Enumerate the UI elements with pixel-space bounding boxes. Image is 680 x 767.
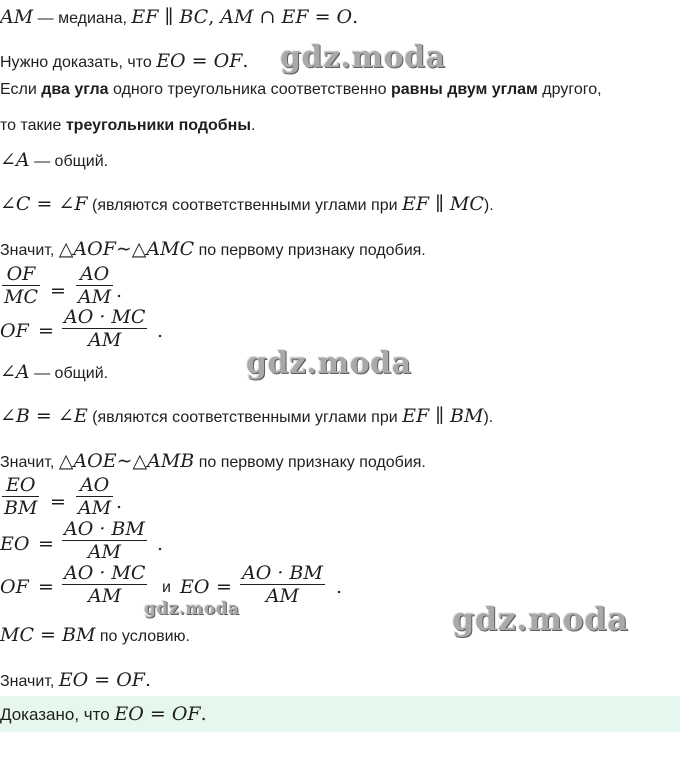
dot: . bbox=[336, 576, 343, 598]
math-am: AM bbox=[0, 6, 34, 28]
text: другого, bbox=[537, 81, 602, 98]
comma: , bbox=[208, 6, 221, 28]
math-f: F bbox=[74, 193, 88, 215]
math-eo: EO bbox=[180, 576, 210, 598]
fraction-ao-am bbox=[76, 474, 113, 519]
bold-text: два угла bbox=[41, 81, 109, 98]
equals: = bbox=[38, 533, 54, 555]
math-o: O bbox=[336, 6, 353, 28]
angle-symbol: ∠ bbox=[0, 193, 16, 215]
parallel-symbol: ∥ bbox=[429, 405, 451, 427]
equals: = bbox=[38, 320, 54, 342]
line-therefore bbox=[0, 669, 151, 693]
dot: . bbox=[157, 533, 164, 555]
denominator: AM bbox=[88, 329, 122, 351]
text: (являются соответственными углами при bbox=[87, 409, 403, 426]
text: по первому признаку подобия. bbox=[194, 242, 426, 259]
dot: . bbox=[157, 320, 164, 342]
math-ef: EF bbox=[281, 6, 309, 28]
line-condition bbox=[0, 624, 190, 648]
fraction-ao-am bbox=[76, 263, 113, 308]
denominator: MC bbox=[4, 286, 38, 308]
dot: . bbox=[144, 669, 152, 691]
math-ef: EF bbox=[402, 193, 430, 215]
equals: = bbox=[88, 669, 117, 691]
similar-symbol: ∼ bbox=[116, 450, 133, 472]
numerator: EO bbox=[5, 474, 36, 496]
text: Если bbox=[0, 81, 42, 98]
fraction-ao-mc-am bbox=[62, 562, 147, 607]
dot: . bbox=[116, 491, 123, 513]
dot: . bbox=[200, 703, 207, 725]
watermark-logo: gdz.moda bbox=[246, 346, 412, 381]
denominator: AM bbox=[87, 541, 122, 563]
text: то такие bbox=[0, 117, 66, 134]
watermark-logo: gdz.moda bbox=[144, 599, 240, 619]
math-amc: AMC bbox=[146, 238, 195, 260]
math-mc: MC bbox=[0, 624, 34, 646]
numerator: AO · MC bbox=[64, 306, 146, 328]
text: одного треугольника соответственно bbox=[108, 81, 391, 98]
math-ef: EF bbox=[402, 405, 430, 427]
fraction-ao-bm-am bbox=[62, 518, 147, 563]
text: — общий. bbox=[29, 365, 109, 382]
parallel-symbol: ∥ bbox=[429, 193, 450, 215]
angle-symbol: ∠ bbox=[0, 405, 16, 427]
bold-text: треугольники подобны bbox=[65, 117, 252, 134]
math-am: AM bbox=[220, 6, 254, 28]
text: ). bbox=[483, 197, 494, 214]
math-of: OF bbox=[213, 50, 243, 72]
triangle-symbol: △ bbox=[131, 238, 147, 260]
math-bm: BM bbox=[62, 624, 96, 646]
dot: . bbox=[242, 50, 249, 72]
math-a: A bbox=[15, 361, 30, 383]
math-eo: EO bbox=[58, 669, 89, 691]
math-of: OF bbox=[171, 703, 201, 725]
line-to-prove bbox=[0, 50, 248, 74]
text: Доказано, что bbox=[0, 705, 115, 724]
equals: = bbox=[38, 576, 54, 598]
equals: = bbox=[216, 576, 232, 598]
numerator: OF bbox=[6, 263, 36, 285]
math-bm: BM bbox=[450, 405, 484, 427]
math-of: OF bbox=[0, 576, 29, 598]
triangle-symbol: △ bbox=[58, 450, 74, 472]
math-of: OF bbox=[0, 320, 29, 342]
numerator: AO bbox=[79, 474, 110, 496]
line-similarity-1 bbox=[0, 238, 426, 262]
math-mc: MC bbox=[449, 193, 484, 215]
math-a: A bbox=[15, 149, 30, 171]
equals: = bbox=[29, 405, 58, 427]
equals: = bbox=[34, 624, 62, 646]
fraction-eo-bm bbox=[2, 474, 39, 519]
line-theorem bbox=[0, 79, 602, 101]
watermark-logo: gdz.moda bbox=[280, 40, 446, 75]
math-c: C bbox=[15, 193, 31, 215]
angle-symbol: ∠ bbox=[0, 149, 16, 171]
equals: = bbox=[30, 193, 59, 215]
denominator: BM bbox=[4, 497, 38, 519]
angle-symbol: ∠ bbox=[0, 361, 16, 383]
dot: . bbox=[352, 6, 359, 28]
text: Значит, bbox=[0, 242, 59, 259]
triangle-symbol: △ bbox=[58, 238, 74, 260]
bold-text: равны двум углам bbox=[390, 81, 538, 98]
line-theorem-cont bbox=[0, 115, 255, 137]
equals: = bbox=[308, 6, 337, 28]
angle-symbol: ∠ bbox=[58, 193, 75, 215]
text: . bbox=[251, 117, 256, 134]
text: Значит, bbox=[0, 454, 59, 471]
denominator: AM bbox=[78, 497, 112, 519]
dot: . bbox=[116, 280, 123, 302]
parallel-symbol: ∥ bbox=[158, 6, 180, 28]
text: по условию. bbox=[95, 628, 190, 645]
equals: = bbox=[50, 491, 66, 513]
intersection-symbol: ∩ bbox=[253, 6, 282, 28]
math-eo: EO bbox=[0, 533, 30, 555]
math-aof: AOF bbox=[73, 238, 116, 260]
denominator: AM bbox=[265, 585, 300, 607]
text: — общий. bbox=[29, 153, 109, 170]
math-eo: EO bbox=[114, 703, 144, 725]
math-bc: BC bbox=[179, 6, 209, 28]
numerator: AO bbox=[79, 263, 110, 285]
triangle-symbol: △ bbox=[132, 450, 148, 472]
line-angle-b-e bbox=[0, 405, 493, 429]
equals: = bbox=[50, 280, 66, 302]
line-angle-a-2 bbox=[0, 361, 108, 385]
fraction-of-mc bbox=[2, 263, 40, 308]
denominator: AM bbox=[88, 585, 122, 607]
line-angle-c-f bbox=[0, 193, 494, 217]
line-conclusion bbox=[0, 703, 207, 726]
fraction-ao-bm-am bbox=[240, 562, 325, 607]
numerator: AO · BM bbox=[242, 562, 323, 584]
text: Значит, bbox=[0, 673, 59, 690]
watermark-logo: gdz.moda bbox=[452, 600, 629, 638]
line-angle-a bbox=[0, 149, 108, 173]
equals: = bbox=[143, 703, 172, 725]
fraction-ao-mc-am bbox=[62, 306, 147, 351]
line-similarity-2 bbox=[0, 450, 426, 474]
angle-symbol: ∠ bbox=[57, 405, 74, 427]
numerator: AO · MC bbox=[64, 562, 146, 584]
math-eo: EO bbox=[156, 50, 186, 72]
denominator: AM bbox=[78, 286, 112, 308]
math-aoe: AOE bbox=[73, 450, 117, 472]
text: Нужно доказать, что bbox=[0, 54, 157, 71]
text: (являются соответственными углами при bbox=[87, 197, 402, 214]
math-ef: EF bbox=[131, 6, 159, 28]
text: ). bbox=[483, 409, 494, 426]
math-of: OF bbox=[116, 669, 145, 691]
math-b: B bbox=[15, 405, 30, 427]
math-amb: AMB bbox=[147, 450, 195, 472]
text: — медиана, bbox=[33, 10, 132, 27]
math-e: E bbox=[73, 405, 88, 427]
line-given bbox=[0, 6, 358, 30]
text: по первому признаку подобия. bbox=[194, 454, 426, 471]
equals: = bbox=[185, 50, 214, 72]
similar-symbol: ∼ bbox=[115, 238, 132, 260]
text-and: и bbox=[162, 579, 171, 596]
numerator: AO · BM bbox=[64, 518, 145, 540]
